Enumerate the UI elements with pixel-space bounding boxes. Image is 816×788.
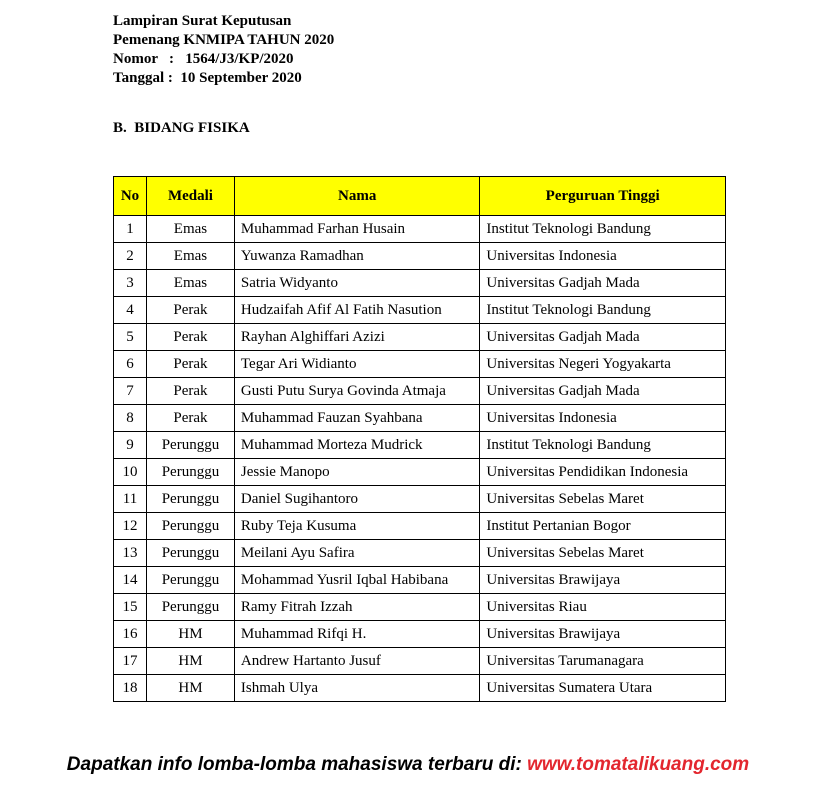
cell-nama: Ruby Teja Kusuma bbox=[234, 513, 480, 540]
cell-nama: Mohammad Yusril Iqbal Habibana bbox=[234, 567, 480, 594]
cell-perguruan: Institut Teknologi Bandung bbox=[480, 432, 726, 459]
cell-medali: Emas bbox=[146, 243, 234, 270]
cell-perguruan: Universitas Gadjah Mada bbox=[480, 270, 726, 297]
cell-medali: Perak bbox=[146, 324, 234, 351]
cell-perguruan: Universitas Brawijaya bbox=[480, 567, 726, 594]
cell-medali: Perak bbox=[146, 297, 234, 324]
table-row bbox=[114, 486, 726, 513]
cell-perguruan: Universitas Negeri Yogyakarta bbox=[480, 351, 726, 378]
cell-nama: Ishmah Ulya bbox=[234, 675, 480, 702]
footer-text: Dapatkan info lomba-lomba mahasiswa terbaru di: bbox=[66, 754, 528, 775]
section-title: B. BIDANG FISIKA bbox=[113, 120, 250, 136]
cell-no: 8 bbox=[114, 405, 147, 432]
cell-nama: Gusti Putu Surya Govinda Atmaja bbox=[234, 378, 480, 405]
cell-medali: Perak bbox=[146, 351, 234, 378]
cell-perguruan: Universitas Sebelas Maret bbox=[480, 486, 726, 513]
table-row bbox=[114, 324, 726, 351]
footer-banner bbox=[0, 754, 816, 776]
table-header bbox=[114, 177, 726, 216]
cell-medali: HM bbox=[146, 621, 234, 648]
cell-no: 10 bbox=[114, 459, 147, 486]
cell-nama: Yuwanza Ramadhan bbox=[234, 243, 480, 270]
cell-no: 17 bbox=[114, 648, 147, 675]
cell-perguruan: Universitas Pendidikan Indonesia bbox=[480, 459, 726, 486]
table-row bbox=[114, 567, 726, 594]
cell-no: 14 bbox=[114, 567, 147, 594]
table-body bbox=[114, 216, 726, 702]
header-line-date: Tanggal : 10 September 2020 bbox=[113, 70, 302, 86]
cell-perguruan: Universitas Indonesia bbox=[480, 405, 726, 432]
cell-medali: HM bbox=[146, 675, 234, 702]
column-header-nama: Nama bbox=[234, 177, 480, 216]
cell-perguruan: Universitas Sumatera Utara bbox=[480, 675, 726, 702]
cell-nama: Rayhan Alghiffari Azizi bbox=[234, 324, 480, 351]
header-line-subject: Pemenang KNMIPA TAHUN 2020 bbox=[113, 32, 335, 48]
table-row bbox=[114, 675, 726, 702]
cell-no: 18 bbox=[114, 675, 147, 702]
column-header-no: No bbox=[114, 177, 147, 216]
table-row bbox=[114, 432, 726, 459]
cell-no: 2 bbox=[114, 243, 147, 270]
cell-medali: Perunggu bbox=[146, 432, 234, 459]
cell-nama: Tegar Ari Widianto bbox=[234, 351, 480, 378]
table-row bbox=[114, 378, 726, 405]
cell-nama: Hudzaifah Afif Al Fatih Nasution bbox=[234, 297, 480, 324]
cell-perguruan: Institut Teknologi Bandung bbox=[480, 216, 726, 243]
cell-nama: Muhammad Rifqi H. bbox=[234, 621, 480, 648]
column-header-medali: Medali bbox=[146, 177, 234, 216]
cell-medali: Perunggu bbox=[146, 486, 234, 513]
cell-nama: Muhammad Farhan Husain bbox=[234, 216, 480, 243]
cell-perguruan: Universitas Brawijaya bbox=[480, 621, 726, 648]
cell-no: 1 bbox=[114, 216, 147, 243]
cell-nama: Andrew Hartanto Jusuf bbox=[234, 648, 480, 675]
letter-header bbox=[113, 12, 334, 88]
cell-perguruan: Universitas Sebelas Maret bbox=[480, 540, 726, 567]
cell-perguruan: Institut Pertanian Bogor bbox=[480, 513, 726, 540]
table-row bbox=[114, 621, 726, 648]
cell-medali: HM bbox=[146, 648, 234, 675]
table-row bbox=[114, 540, 726, 567]
cell-nama: Muhammad Morteza Mudrick bbox=[234, 432, 480, 459]
cell-no: 6 bbox=[114, 351, 147, 378]
cell-nama: Muhammad Fauzan Syahbana bbox=[234, 405, 480, 432]
cell-no: 9 bbox=[114, 432, 147, 459]
cell-perguruan: Universitas Indonesia bbox=[480, 243, 726, 270]
cell-no: 4 bbox=[114, 297, 147, 324]
cell-nama: Satria Widyanto bbox=[234, 270, 480, 297]
cell-nama: Meilani Ayu Safira bbox=[234, 540, 480, 567]
table-row bbox=[114, 594, 726, 621]
cell-no: 15 bbox=[114, 594, 147, 621]
table-row bbox=[114, 351, 726, 378]
cell-medali: Emas bbox=[146, 270, 234, 297]
table-row bbox=[114, 459, 726, 486]
cell-medali: Perunggu bbox=[146, 567, 234, 594]
table-row bbox=[114, 270, 726, 297]
cell-medali: Perunggu bbox=[146, 594, 234, 621]
table-header-row bbox=[114, 177, 726, 216]
cell-medali: Perunggu bbox=[146, 540, 234, 567]
cell-no: 16 bbox=[114, 621, 147, 648]
cell-medali: Perunggu bbox=[146, 459, 234, 486]
table-row bbox=[114, 243, 726, 270]
cell-perguruan: Institut Teknologi Bandung bbox=[480, 297, 726, 324]
cell-no: 13 bbox=[114, 540, 147, 567]
cell-perguruan: Universitas Gadjah Mada bbox=[480, 324, 726, 351]
table-row bbox=[114, 216, 726, 243]
cell-no: 5 bbox=[114, 324, 147, 351]
table-row bbox=[114, 513, 726, 540]
cell-perguruan: Universitas Tarumanagara bbox=[480, 648, 726, 675]
cell-medali: Perak bbox=[146, 378, 234, 405]
cell-nama: Jessie Manopo bbox=[234, 459, 480, 486]
cell-perguruan: Universitas Gadjah Mada bbox=[480, 378, 726, 405]
winners-table bbox=[113, 176, 726, 702]
table-row bbox=[114, 297, 726, 324]
cell-nama: Daniel Sugihantoro bbox=[234, 486, 480, 513]
cell-medali: Emas bbox=[146, 216, 234, 243]
cell-no: 3 bbox=[114, 270, 147, 297]
table-row bbox=[114, 405, 726, 432]
footer-url-link[interactable]: www.tomatalikuang.com bbox=[527, 754, 750, 775]
header-line-number: Nomor : 1564/J3/KP/2020 bbox=[113, 51, 294, 67]
header-line-title: Lampiran Surat Keputusan bbox=[113, 13, 292, 29]
column-header-perguruan: Perguruan Tinggi bbox=[480, 177, 726, 216]
cell-medali: Perunggu bbox=[146, 513, 234, 540]
cell-nama: Ramy Fitrah Izzah bbox=[234, 594, 480, 621]
cell-no: 7 bbox=[114, 378, 147, 405]
table-row bbox=[114, 648, 726, 675]
cell-perguruan: Universitas Riau bbox=[480, 594, 726, 621]
cell-medali: Perak bbox=[146, 405, 234, 432]
cell-no: 11 bbox=[114, 486, 147, 513]
cell-no: 12 bbox=[114, 513, 147, 540]
